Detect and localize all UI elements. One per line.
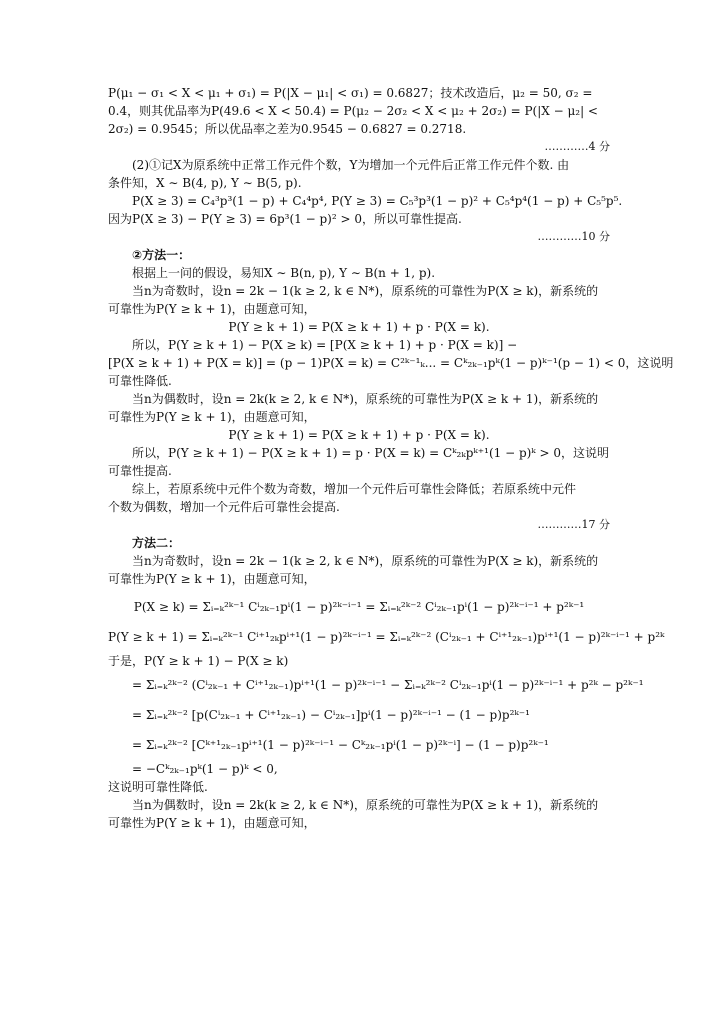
text-line: 当n为奇数时，设n = 2k − 1(k ≥ 2, k ∈ N*)，原系统的可靠性为P(X ≥ k)，新系统的 [132,554,599,568]
text-line: [P(X ≥ k + 1) + P(X = k)] = (p − 1)P(X = k) = C²ᵏ⁻¹ₖ... = Cᵏ₂ₖ₋₁pᵏ(1 − p)ᵏ⁻¹(p − 1) < 0，这说明 [108,356,674,370]
score-mark: …………10 分 [537,230,610,243]
text-line: 综上，若原系统中元件个数为奇数，增加一个元件后可靠性会降低；若原系统中元件 [132,482,577,496]
text-line: 这说明可靠性降低. [108,780,208,794]
formula-line: = Σᵢ₌ₖ²ᵏ⁻² (Cⁱ₂ₖ₋₁ + Cⁱ⁺¹₂ₖ₋₁)pⁱ⁺¹(1 − p)²ᵏ⁻ⁱ⁻¹ − Σᵢ₌ₖ²ᵏ⁻² Cⁱ₂ₖ₋₁pⁱ(1 − p)²ᵏ⁻ⁱ⁻¹ + p²ᵏ − p²ᵏ⁻¹ [132,678,644,692]
text-line: 条件知，X ∼ B(4, p), Y ∼ B(5, p). [108,176,302,190]
text-line: 可靠性为P(Y ≥ k + 1)，由题意可知， [108,572,316,586]
score-mark: …………17 分 [537,518,610,531]
text-line: 可靠性降低. [108,374,172,388]
formula-line: = −Cᵏ₂ₖ₋₁pᵏ(1 − p)ᵏ < 0, [132,762,278,776]
text-line: 所以，P(Y ≥ k + 1) − P(X ≥ k + 1) = p · P(X = k) = Cᵏ₂ₖpᵏ⁺¹(1 − p)ᵏ > 0，这说明 [132,446,610,460]
text-line: 根据上一问的假设，易知X ∼ B(n, p), Y ∼ B(n + 1, p). [132,266,436,280]
text-line: 0.4，则其优品率为P(49.6 < X < 50.4) = P(μ₂ − 2σ₂ < X < μ₂ + 2σ₂) = P(|X − μ₂| < [108,104,598,118]
formula-line: P(Y ≥ k + 1) = P(X ≥ k + 1) + p · P(X = k). [228,320,490,334]
formula-line: P(Y ≥ k + 1) = P(X ≥ k + 1) + p · P(X = k). [228,428,490,442]
formula-line: P(X ≥ k) = Σᵢ₌ₖ²ᵏ⁻¹ Cⁱ₂ₖ₋₁pⁱ(1 − p)²ᵏ⁻ⁱ⁻¹ = Σᵢ₌ₖ²ᵏ⁻² Cⁱ₂ₖ₋₁pⁱ(1 − p)²ᵏ⁻ⁱ⁻¹ + p²ᵏ⁻¹ [133,600,585,614]
text-line: 当n为奇数时，设n = 2k − 1(k ≥ 2, k ∈ N*)，原系统的可靠性为P(X ≥ k)，新系统的 [132,284,599,298]
score-mark: …………4 分 [544,140,610,153]
text-line: 可靠性为P(Y ≥ k + 1)，由题意可知， [108,816,316,830]
document-page [108,84,674,832]
text-line: 个数为偶数，增加一个元件后可靠性会提高. [108,500,340,514]
text-line: 可靠性提高. [108,464,172,478]
text-line: (2)①记X为原系统中正常工作元件个数，Y为增加一个元件后正常工作元件个数. 由 [132,158,570,172]
section-heading: ②方法一： [132,248,191,262]
text-line: P(μ₁ − σ₁ < X < μ₁ + σ₁) = P(|X − μ₁| < σ₁) = 0.6827；技术改造后，μ₂ = 50, σ₂ = [108,86,593,100]
text-line: 可靠性为P(Y ≥ k + 1)，由题意可知， [108,302,316,316]
formula-line: P(X ≥ 3) = C₄³p³(1 − p) + C₄⁴p⁴, P(Y ≥ 3) = C₅³p³(1 − p)² + C₅⁴p⁴(1 − p) + C₅⁵p⁵. [132,194,623,208]
formula-line: = Σᵢ₌ₖ²ᵏ⁻² [Cᵏ⁺¹₂ₖ₋₁pⁱ⁺¹(1 − p)²ᵏ⁻ⁱ⁻¹ − Cᵏ₂ₖ₋₁pⁱ(1 − p)²ᵏ⁻ⁱ] − (1 − p)p²ᵏ⁻¹ [132,738,549,752]
section-heading: 方法二： [132,536,181,550]
text-line: 所以，P(Y ≥ k + 1) − P(X ≥ k) = [P(X ≥ k + 1) + p · P(X = k)] − [132,338,518,352]
text-line: 2σ₂) = 0.9545；所以优品率之差为0.9545 − 0.6827 = 0.2718. [108,122,467,136]
text-line: 于是，P(Y ≥ k + 1) − P(X ≥ k) [108,654,289,668]
text-line: 可靠性为P(Y ≥ k + 1)，由题意可知， [108,410,316,424]
text-line: 当n为偶数时，设n = 2k(k ≥ 2, k ∈ N*)，原系统的可靠性为P(X ≥ k + 1)，新系统的 [132,798,599,812]
text-line: 因为P(X ≥ 3) − P(Y ≥ 3) = 6p³(1 − p)² > 0，所以可靠性提高. [108,212,462,226]
text-line: 当n为偶数时，设n = 2k(k ≥ 2, k ∈ N*)，原系统的可靠性为P(X ≥ k + 1)，新系统的 [132,392,599,406]
formula-line: = Σᵢ₌ₖ²ᵏ⁻² [p(Cⁱ₂ₖ₋₁ + Cⁱ⁺¹₂ₖ₋₁) − Cⁱ₂ₖ₋₁]pⁱ(1 − p)²ᵏ⁻ⁱ⁻¹ − (1 − p)p²ᵏ⁻¹ [132,708,530,722]
formula-line: P(Y ≥ k + 1) = Σᵢ₌ₖ²ᵏ⁻¹ Cⁱ⁺¹₂ₖpⁱ⁺¹(1 − p)²ᵏ⁻ⁱ⁻¹ = Σᵢ₌ₖ²ᵏ⁻² (Cⁱ₂ₖ₋₁ + Cⁱ⁺¹₂ₖ₋₁)pⁱ⁺¹(1 − p)²ᵏ⁻ⁱ⁻¹ + p²ᵏ [108,630,665,644]
